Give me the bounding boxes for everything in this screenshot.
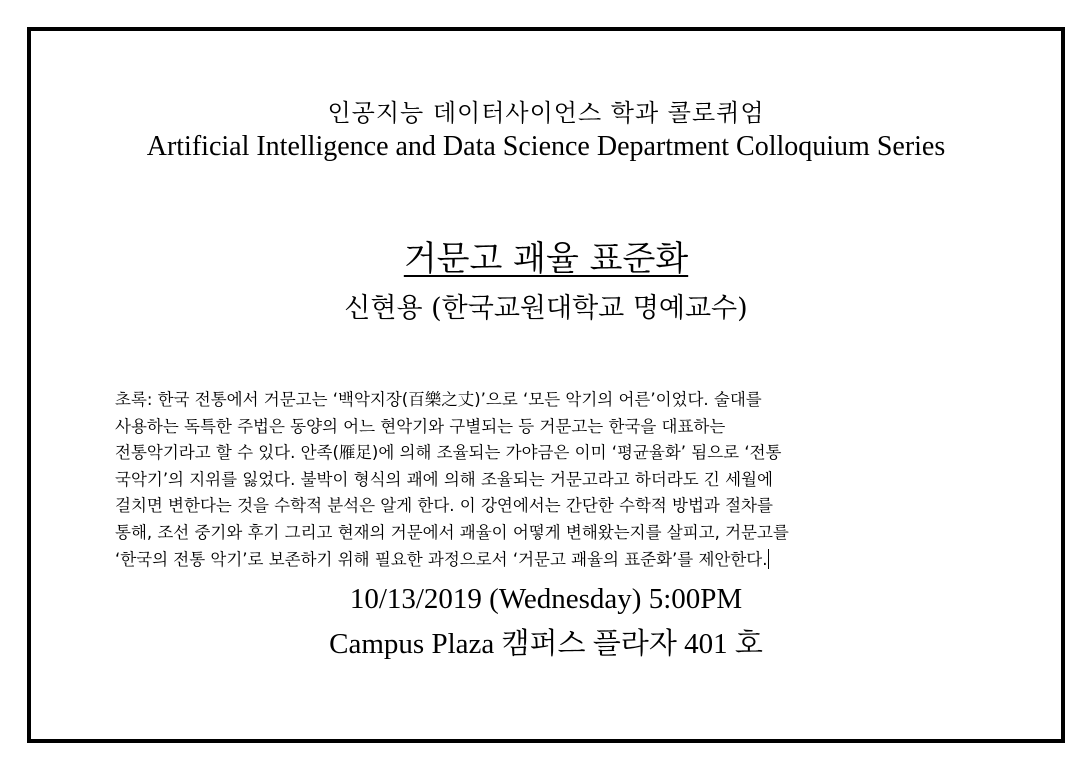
abstract — [115, 387, 995, 573]
abstract-line: 국악기’의 지위를 잃었다. 불박이 형식의 괘에 의해 조율되는 거문고라고 하더라도 긴 세월에 — [115, 469, 773, 489]
department-title-korean: 인공지능 데이터사이언스 학과 콜로퀴엄 — [327, 99, 765, 127]
talk-title: 거문고 괘율 표준화 — [403, 239, 689, 279]
abstract-last-line — [115, 547, 995, 574]
speaker-name: 신현용 (한국교원대학교 명예교수) — [344, 293, 748, 324]
abstract-line: 초록: 한국 전통에서 거문고는 ‘백악지장(百樂之丈)’으로 ‘모든 악기의 어른’이었다. 술대를 — [115, 390, 762, 409]
abstract-line: 사용하는 독특한 주법은 동양의 어느 현악기와 구별되는 등 거문고는 한국을 대표하는 — [115, 416, 726, 436]
department-title-english: Artificial Intelligence and Data Science Department Colloquium Series — [146, 131, 946, 162]
event-location: Campus Plaza 캠퍼스 플라자 401 호 — [329, 628, 763, 660]
abstract-line: 걸치면 변한다는 것을 수학적 분석은 알게 한다. 이 강연에서는 간단한 수학적 방법과 절차를 — [115, 496, 773, 516]
abstract-line: 통해, 조선 중기와 후기 그리고 현재의 거문에서 괘율이 어떻게 변해왔는지를 살피고, 거문고를 — [115, 522, 789, 542]
text-cursor — [768, 549, 769, 569]
abstract-line: 전통악기라고 할 수 있다. 안족(雁足)에 의해 조율되는 가야금은 이미 ‘평균율화’ 됨으로 ‘전통 — [115, 443, 782, 463]
event-datetime: 10/13/2019 (Wednesday) 5:00PM — [349, 583, 743, 615]
poster-frame — [27, 27, 1065, 743]
abstract-line: ‘한국의 전통 악기’로 보존하기 위해 필요한 과정으로서 ‘거문고 괘율의 표준화’를 제안한다. — [115, 549, 768, 569]
